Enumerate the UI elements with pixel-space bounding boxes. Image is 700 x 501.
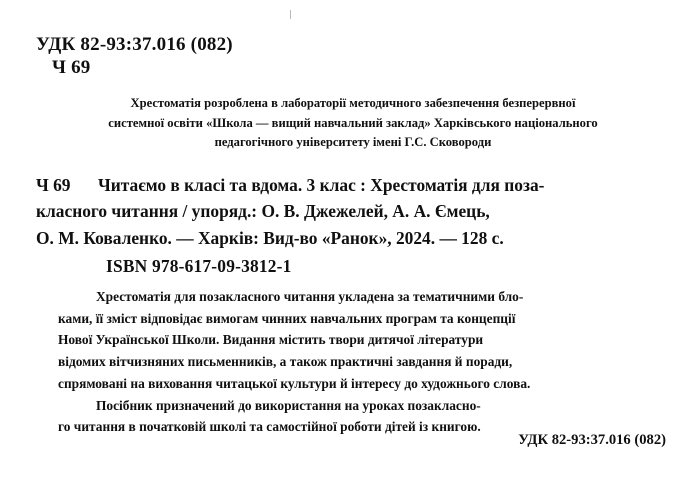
annotation-line: Нової Української Школи. Видання містить твори дитячої літератури <box>58 332 484 348</box>
bibliographic-entry-line-1 <box>36 172 670 198</box>
annotation-line-text-2: Посібник призначений до використання на уроках позакласно- <box>96 397 481 413</box>
annotation-line: спрямовані на виховання читацької культури й інтересу до художнього слова. <box>58 375 531 391</box>
publication-note <box>88 94 618 153</box>
bibliographic-entry <box>36 172 670 251</box>
udk-classification-bottom: УДК 82-93:37.016 (082) <box>518 432 666 448</box>
udk-classification-top: УДК 82-93:37.016 (082) <box>36 34 233 55</box>
annotation-line-text-1: Хрестоматія для позакласного читання укладена за тематичними бло- <box>96 289 524 304</box>
publication-note-line-2: системної освіти «Школа — вищий навчальний заклад» Харківського національного <box>108 115 598 130</box>
catalog-code-entry: Ч 69 <box>36 175 71 195</box>
annotation-line: го читання в початковій школі та самостійної роботи дітей із книгою. <box>58 419 481 435</box>
annotation-paragraph-1 <box>58 286 666 395</box>
page-crop-tick <box>290 10 291 19</box>
bibliographic-entry-line-3: О. М. Коваленко. — Харків: Вид-во «Ранок», 2024. — 128 с. <box>36 227 504 248</box>
annotation-line <box>58 286 666 308</box>
publication-note-line-3: педагогічного університету імені Г.С. Сковороди <box>214 135 492 150</box>
bibliographic-entry-text-1: Читаємо в класі та вдома. 3 клас : Хрестоматія для поза- <box>98 175 545 195</box>
publication-note-line-1: Хрестоматія розроблена в лабораторії методичного забезпечення безперервної <box>130 96 576 110</box>
annotation-line: відомих вітчизняних письменників, а також практичні завдання й поради, <box>58 354 513 370</box>
catalog-code-top: Ч 69 <box>52 57 91 78</box>
annotation-text <box>58 286 666 438</box>
bibliographic-entry-line-2: класного читання / упоряд.: О. В. Джежелей, А. А. Ємець, <box>36 201 490 222</box>
isbn-number: ISBN 978-617-09-3812-1 <box>106 256 292 276</box>
annotation-line: ками, її зміст відповідає вимогам чинних навчальних програм та концепції <box>58 310 516 326</box>
annotation-line <box>58 395 666 417</box>
